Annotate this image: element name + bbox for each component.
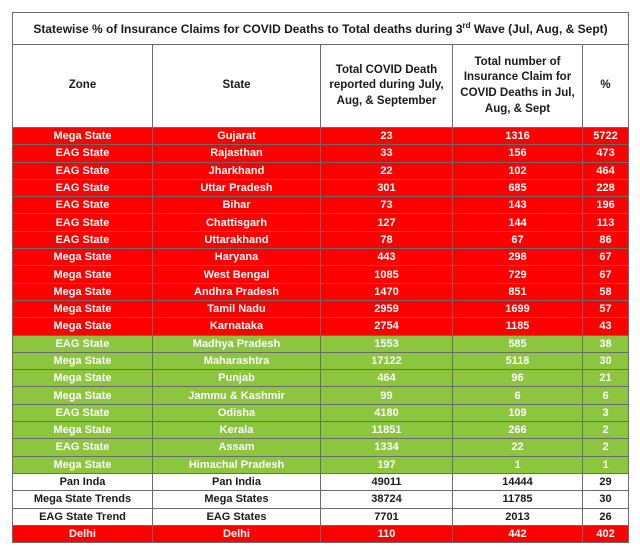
cell-zone: EAG State — [13, 179, 153, 196]
cell-zone: Mega State — [13, 300, 153, 317]
cell-deaths: 127 — [321, 214, 453, 231]
cell-deaths: 110 — [321, 525, 453, 542]
cell-zone: Mega State Trends — [13, 491, 153, 508]
cell-pct: 3 — [583, 404, 629, 421]
cell-deaths: 1553 — [321, 335, 453, 352]
cell-deaths: 1470 — [321, 283, 453, 300]
table-row — [13, 179, 629, 196]
cell-pct: 196 — [583, 197, 629, 214]
insurance-claims-table — [12, 12, 629, 543]
cell-state: Jharkhand — [153, 162, 321, 179]
cell-pct: 2 — [583, 422, 629, 439]
cell-state: Assam — [153, 439, 321, 456]
table-row — [13, 370, 629, 387]
cell-deaths: 17122 — [321, 352, 453, 369]
cell-zone: Mega State — [13, 283, 153, 300]
header-deaths: Total COVID Death reported during July, Aug, & September — [321, 45, 453, 128]
header-pct: % — [583, 45, 629, 128]
cell-deaths: 2754 — [321, 318, 453, 335]
cell-zone: EAG State — [13, 162, 153, 179]
cell-zone: Mega State — [13, 387, 153, 404]
cell-state: Rajasthan — [153, 145, 321, 162]
cell-state: Jammu & Kashmir — [153, 387, 321, 404]
cell-deaths: 22 — [321, 162, 453, 179]
cell-zone: EAG State — [13, 231, 153, 248]
table-row — [13, 249, 629, 266]
cell-state: Gujarat — [153, 128, 321, 145]
cell-state: Pan India — [153, 473, 321, 490]
cell-pct: 38 — [583, 335, 629, 352]
table-row — [13, 422, 629, 439]
cell-state: Uttarakhand — [153, 231, 321, 248]
title-row — [13, 13, 629, 45]
cell-pct: 473 — [583, 145, 629, 162]
table-body — [13, 128, 629, 543]
cell-deaths: 23 — [321, 128, 453, 145]
cell-deaths: 11851 — [321, 422, 453, 439]
table-row — [13, 456, 629, 473]
cell-zone: Pan Inda — [13, 473, 153, 490]
cell-zone: EAG State — [13, 439, 153, 456]
table-row — [13, 300, 629, 317]
title-suffix: Wave (Jul, Aug, & Sept) — [470, 22, 608, 36]
cell-claims: 1 — [453, 456, 583, 473]
cell-zone: Mega State — [13, 456, 153, 473]
cell-claims: 266 — [453, 422, 583, 439]
table-row — [13, 473, 629, 490]
cell-deaths: 33 — [321, 145, 453, 162]
table-row — [13, 352, 629, 369]
cell-state: EAG States — [153, 508, 321, 525]
cell-zone: EAG State — [13, 335, 153, 352]
cell-state: West Bengal — [153, 266, 321, 283]
cell-zone: Mega State — [13, 422, 153, 439]
cell-zone: EAG State — [13, 197, 153, 214]
cell-pct: 1 — [583, 456, 629, 473]
cell-state: Mega States — [153, 491, 321, 508]
cell-state: Andhra Pradesh — [153, 283, 321, 300]
table-row — [13, 335, 629, 352]
cell-deaths: 7701 — [321, 508, 453, 525]
table-row — [13, 128, 629, 145]
cell-pct: 113 — [583, 214, 629, 231]
cell-deaths: 4180 — [321, 404, 453, 421]
cell-zone: EAG State Trend — [13, 508, 153, 525]
cell-pct: 402 — [583, 525, 629, 542]
table-row — [13, 318, 629, 335]
header-zone: Zone — [13, 45, 153, 128]
cell-pct: 29 — [583, 473, 629, 490]
cell-deaths: 78 — [321, 231, 453, 248]
title-superscript: rd — [462, 21, 471, 30]
cell-pct: 6 — [583, 387, 629, 404]
table-row — [13, 508, 629, 525]
cell-state: Haryana — [153, 249, 321, 266]
cell-claims: 109 — [453, 404, 583, 421]
header-state: State — [153, 45, 321, 128]
table-row — [13, 439, 629, 456]
cell-pct: 2 — [583, 439, 629, 456]
cell-claims: 156 — [453, 145, 583, 162]
cell-pct: 86 — [583, 231, 629, 248]
cell-state: Punjab — [153, 370, 321, 387]
cell-state: Odisha — [153, 404, 321, 421]
cell-deaths: 197 — [321, 456, 453, 473]
table-row — [13, 387, 629, 404]
cell-claims: 685 — [453, 179, 583, 196]
table-row — [13, 266, 629, 283]
cell-claims: 2013 — [453, 508, 583, 525]
cell-claims: 1699 — [453, 300, 583, 317]
cell-claims: 96 — [453, 370, 583, 387]
cell-pct: 67 — [583, 249, 629, 266]
cell-deaths: 49011 — [321, 473, 453, 490]
table-row — [13, 525, 629, 542]
cell-pct: 30 — [583, 352, 629, 369]
cell-zone: EAG State — [13, 214, 153, 231]
cell-deaths: 99 — [321, 387, 453, 404]
cell-state: Bihar — [153, 197, 321, 214]
cell-state: Himachal Pradesh — [153, 456, 321, 473]
cell-pct: 228 — [583, 179, 629, 196]
cell-claims: 5118 — [453, 352, 583, 369]
cell-state: Maharashtra — [153, 352, 321, 369]
cell-zone: Mega State — [13, 352, 153, 369]
cell-deaths: 2959 — [321, 300, 453, 317]
cell-pct: 57 — [583, 300, 629, 317]
header-claims: Total number of Insurance Claim for COVID Deaths in Jul, Aug, & Sept — [453, 45, 583, 128]
cell-state: Tamil Nadu — [153, 300, 321, 317]
cell-claims: 585 — [453, 335, 583, 352]
cell-deaths: 73 — [321, 197, 453, 214]
header-row — [13, 45, 629, 128]
cell-state: Delhi — [153, 525, 321, 542]
cell-deaths: 38724 — [321, 491, 453, 508]
cell-claims: 298 — [453, 249, 583, 266]
cell-claims: 11785 — [453, 491, 583, 508]
table-row — [13, 197, 629, 214]
cell-claims: 143 — [453, 197, 583, 214]
cell-pct: 21 — [583, 370, 629, 387]
cell-zone: EAG State — [13, 404, 153, 421]
table-row — [13, 404, 629, 421]
cell-state: Chattisgarh — [153, 214, 321, 231]
table-row — [13, 283, 629, 300]
insurance-claims-table-frame — [12, 12, 628, 543]
cell-zone: Mega State — [13, 128, 153, 145]
cell-deaths: 464 — [321, 370, 453, 387]
cell-deaths: 1334 — [321, 439, 453, 456]
cell-claims: 442 — [453, 525, 583, 542]
cell-zone: Mega State — [13, 318, 153, 335]
cell-claims: 729 — [453, 266, 583, 283]
cell-pct: 464 — [583, 162, 629, 179]
cell-claims: 102 — [453, 162, 583, 179]
cell-pct: 58 — [583, 283, 629, 300]
cell-pct: 30 — [583, 491, 629, 508]
cell-state: Karnataka — [153, 318, 321, 335]
cell-claims: 22 — [453, 439, 583, 456]
cell-state: Kerala — [153, 422, 321, 439]
cell-zone: Delhi — [13, 525, 153, 542]
cell-claims: 1185 — [453, 318, 583, 335]
table-row — [13, 162, 629, 179]
cell-zone: Mega State — [13, 370, 153, 387]
cell-pct: 26 — [583, 508, 629, 525]
cell-deaths: 443 — [321, 249, 453, 266]
title-prefix: Statewise % of Insurance Claims for COVID Deaths to Total deaths during 3 — [33, 22, 463, 36]
cell-claims: 144 — [453, 214, 583, 231]
cell-state: Madhya Pradesh — [153, 335, 321, 352]
cell-pct: 43 — [583, 318, 629, 335]
cell-zone: EAG State — [13, 145, 153, 162]
table-row — [13, 145, 629, 162]
cell-pct: 5722 — [583, 128, 629, 145]
cell-claims: 851 — [453, 283, 583, 300]
cell-state: Uttar Pradesh — [153, 179, 321, 196]
table-row — [13, 214, 629, 231]
cell-pct: 67 — [583, 266, 629, 283]
table-row — [13, 491, 629, 508]
cell-zone: Mega State — [13, 266, 153, 283]
cell-claims: 14444 — [453, 473, 583, 490]
cell-claims: 1316 — [453, 128, 583, 145]
table-title — [13, 13, 629, 45]
table-row — [13, 231, 629, 248]
cell-zone: Mega State — [13, 249, 153, 266]
cell-deaths: 1085 — [321, 266, 453, 283]
cell-claims: 67 — [453, 231, 583, 248]
cell-deaths: 301 — [321, 179, 453, 196]
cell-claims: 6 — [453, 387, 583, 404]
